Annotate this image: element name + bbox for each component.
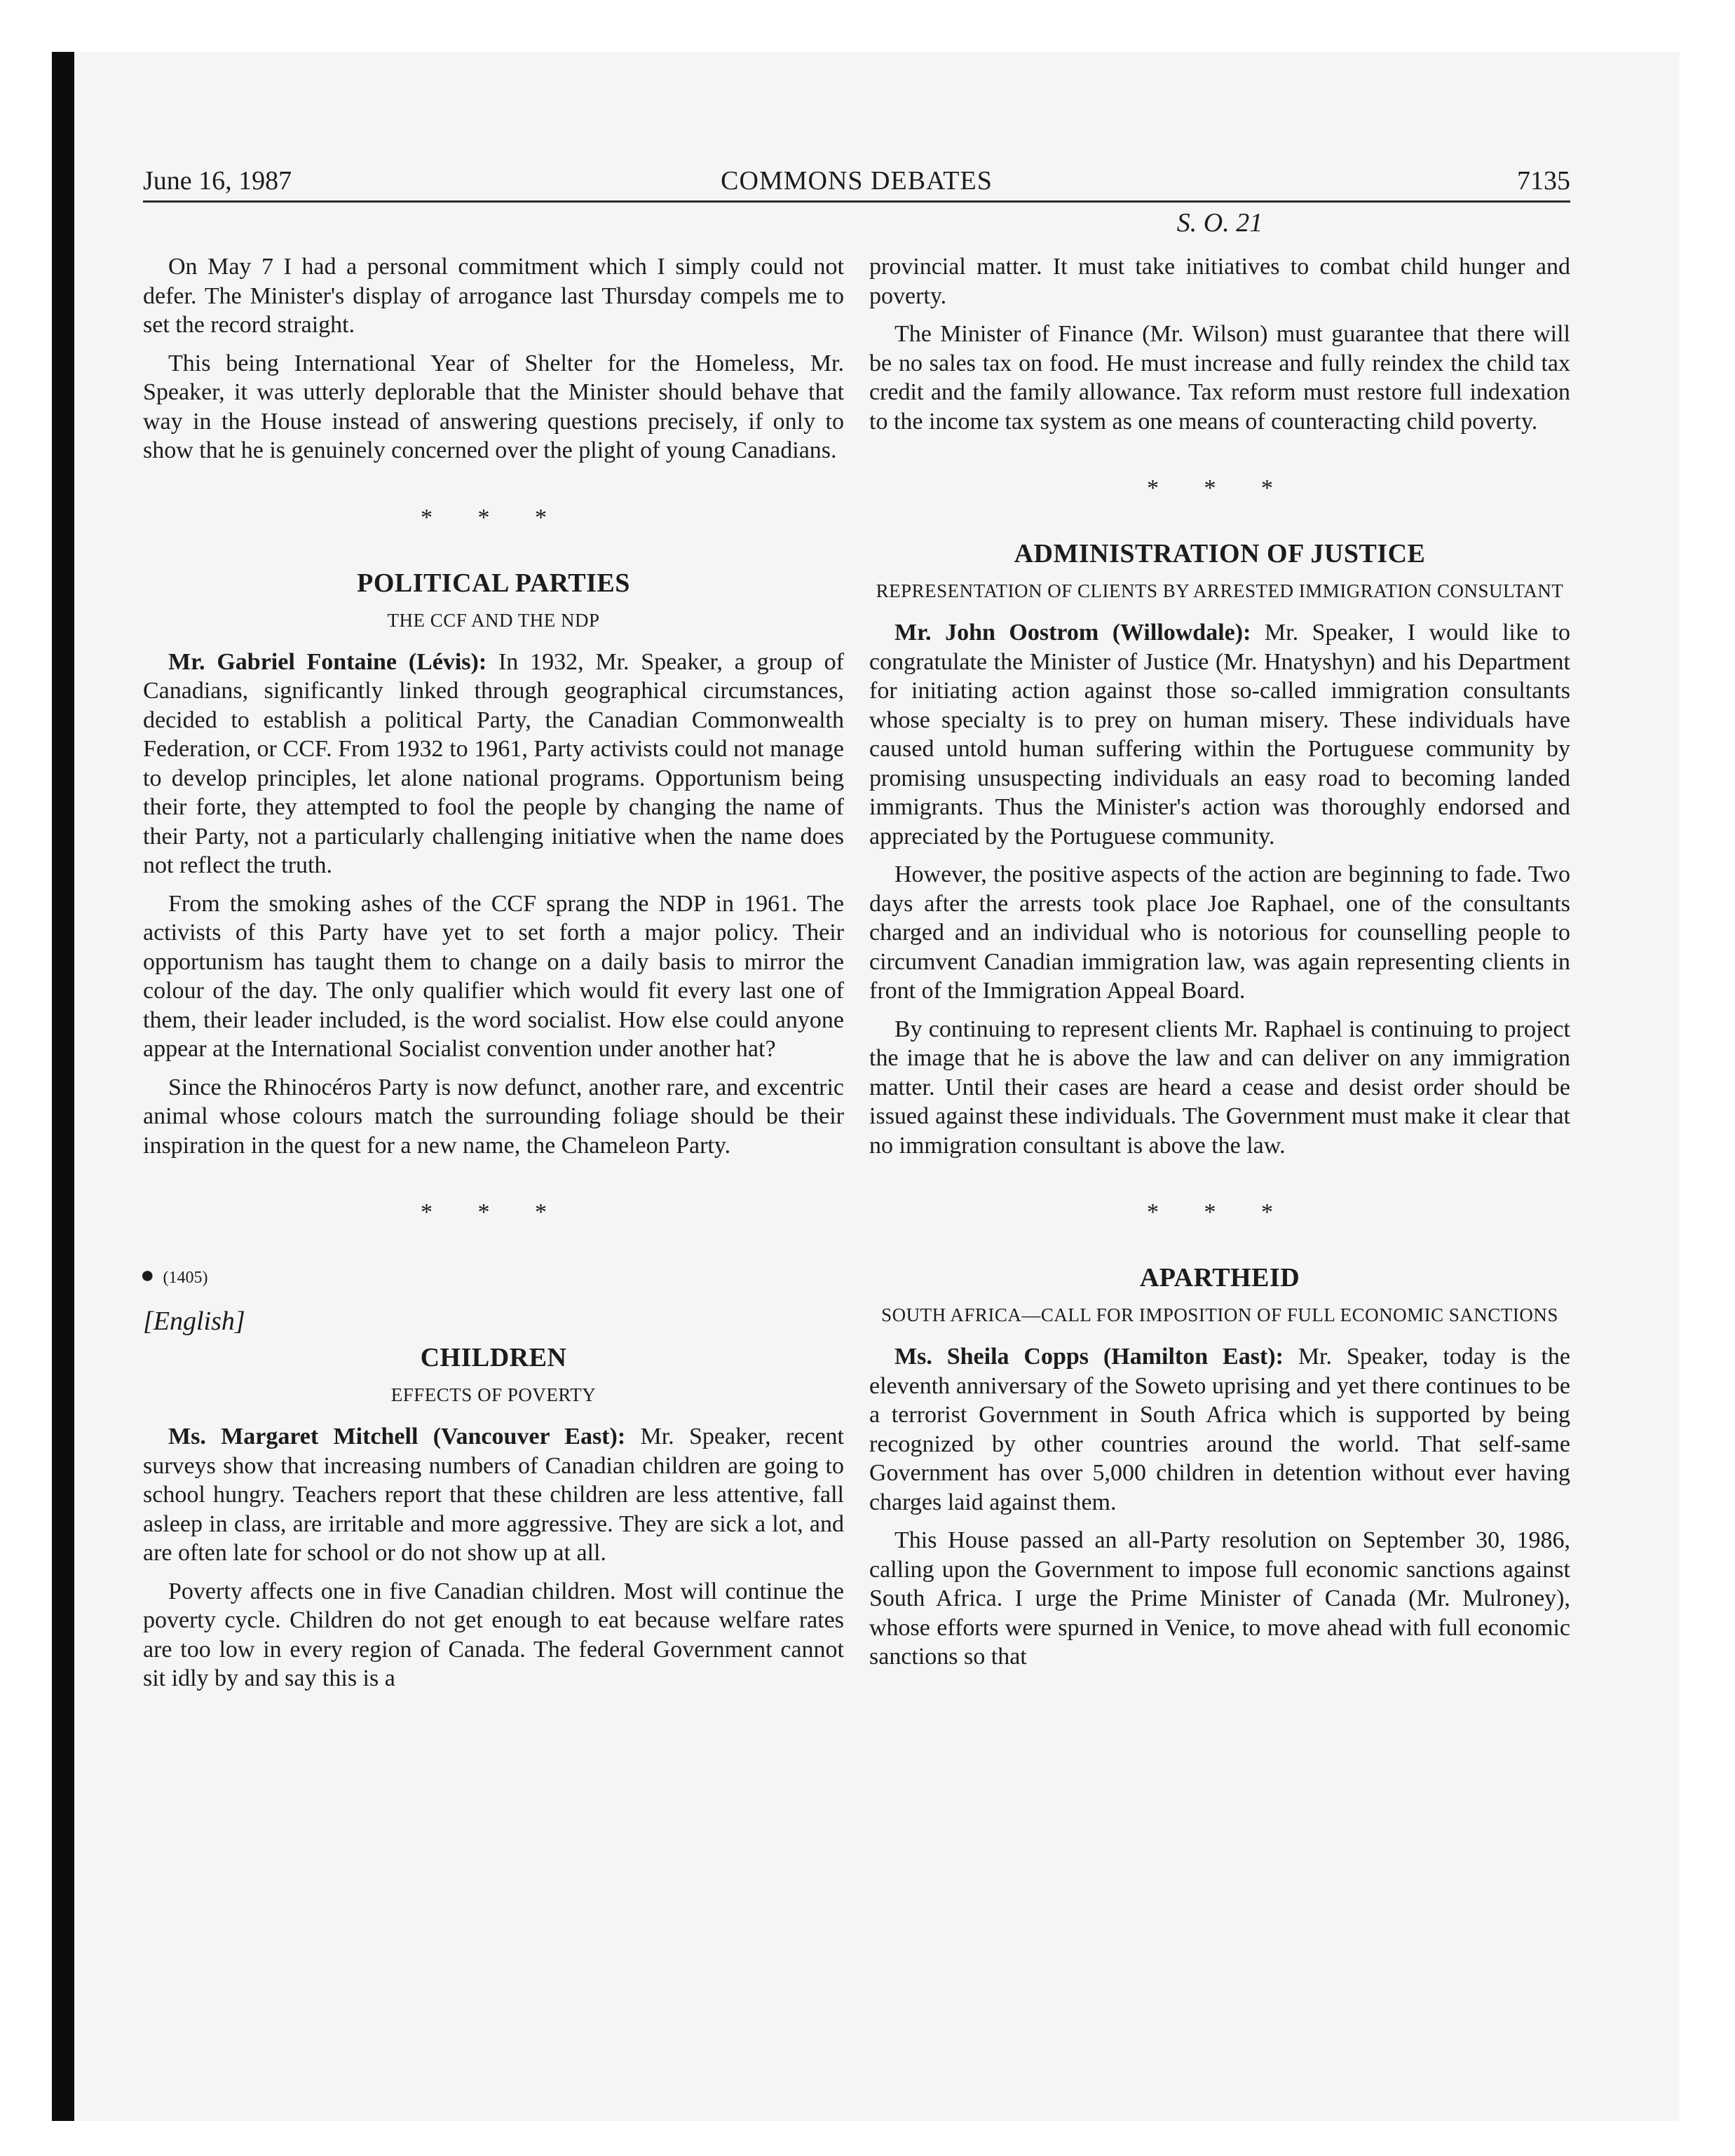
right-column xyxy=(869,252,1570,1672)
paragraph: This being International Year of Shelter for the Homeless, Mr. Speaker, it was utterly deplorable that the Minister should behave that way in the House instead of answering questions precisely, if only to show that he is genuinely concerned over the plight of young Canadians. xyxy=(143,350,844,463)
section-separator: * * * xyxy=(1147,1199,1293,1225)
speech-text: Mr. Speaker, today is the eleventh anniversary of the Soweto uprising and yet there continues to be a terrorist Government in South Africa which is supported by being recognized by other countries around the world. That self-same Government has over 5,000 children in detention without ever having charges laid against them. xyxy=(869,1344,1570,1515)
speech-paragraph xyxy=(143,1422,844,1568)
section-subheading: SOUTH AFRICA—CALL FOR IMPOSITION OF FULL ECONOMIC SANCTIONS xyxy=(881,1304,1558,1325)
section-label: S. O. 21 xyxy=(1176,208,1263,238)
section-heading-political-parties: POLITICAL PARTIES xyxy=(357,568,630,598)
header-date: June 16, 1987 xyxy=(143,166,292,196)
section-heading-administration-of-justice: ADMINISTRATION OF JUSTICE xyxy=(1014,539,1426,568)
section-subheading: EFFECTS OF POVERTY xyxy=(390,1384,597,1405)
speech-text: In 1932, Mr. Speaker, a group of Canadians, significantly linked through geographical circumstances, decided to establish a political Party, the Canadian Commonwealth Federation, or CCF. From 1932 to 1961, Party activists could not manage to develop principles, let alone national programs. Opportunism being their forte, they attempted to fool the people by changing the name of their Party, not a particularly challenging initiative when the name does not reflect the truth. xyxy=(143,648,844,878)
paragraph: On May 7 I had a personal commitment which I simply could not defer. The Minister's display of arrogance last Thursday compels me to set the record straight. xyxy=(143,254,844,338)
paragraph: Poverty affects one in five Canadian children. Most will continue the poverty cycle. Children do not get enough to eat because welfare rates are too low in every region of Canada. The federal Government cannot sit idly by and say this is a xyxy=(143,1578,844,1691)
section-separator: * * * xyxy=(421,1199,566,1225)
paragraph: This House passed an all-Party resolution on September 30, 1986, calling upon the Government to impose full economic sanctions against South Africa. I urge the Prime Minister of Canada (Mr. Mulroney), whose efforts were spurned in Venice, to move ahead with full economic sanctions so that xyxy=(869,1527,1570,1670)
time-marker-text: (1405) xyxy=(163,1269,208,1287)
speech-paragraph xyxy=(869,618,1570,851)
header-page-number: 7135 xyxy=(1517,166,1570,196)
paragraph: From the smoking ashes of the CCF sprang the NDP in 1961. The activists of this Party have yet to set forth a major policy. Their opportunism has taught them to change on a daily basis to mirror the colour of the day. The only qualifier which would fit every last one of them, their leader included, is the word socialist. How else could anyone appear at the International Socialist convention under another hat? xyxy=(143,890,844,1062)
paragraph: provincial matter. It must take initiatives to combat child hunger and poverty. xyxy=(869,254,1570,309)
speech-paragraph xyxy=(143,648,844,880)
speaker-name: Mr. Gabriel Fontaine (Lévis): xyxy=(168,648,487,675)
page-header xyxy=(143,158,1570,203)
time-marker xyxy=(140,1262,844,1289)
speech-text: Mr. Speaker, I would like to congratulate the Minister of Justice (Mr. Hnatyshyn) and his Department for initiating action against those so-called immigration consultants whose specialty is to prey on human misery. These individuals have caused untold human suffering within the Portuguese community by promising unsuspecting individuals an easy road to becoming landed immigrants. Thus the Minister's action was thoroughly endorsed and appreciated by the Portuguese community. xyxy=(869,620,1571,850)
left-column xyxy=(140,252,844,1693)
section-heading-apartheid: APARTHEID xyxy=(1139,1263,1300,1292)
section-separator: * * * xyxy=(1147,475,1293,501)
section-heading-children: CHILDREN xyxy=(420,1343,567,1372)
paragraph: By continuing to represent clients Mr. Raphael is continuing to project the image that he is above the law and can deliver on any immigration matter. Until their cases are heard a cease and desist order should be issued against these individuals. The Government must make it clear that no immigration consultant is above the law. xyxy=(869,1016,1570,1159)
speech-text: Mr. Speaker, recent surveys show that increasing numbers of Canadian children are going to school hungry. Teachers report that these children are less attentive, fall asleep in class, are irritable and more aggressive. They are sick a lot, and are often late for school or do not show up at all. xyxy=(143,1424,844,1566)
section-subheading: REPRESENTATION OF CLIENTS BY ARRESTED IMMIGRATION CONSULTANT xyxy=(876,580,1564,601)
speaker-name: Ms. Sheila Copps (Hamilton East): xyxy=(894,1344,1284,1370)
speech-paragraph xyxy=(869,1342,1570,1517)
section-separator: * * * xyxy=(421,504,566,531)
language-tag: [English] xyxy=(143,1306,245,1336)
bullet-icon: ● xyxy=(140,1262,155,1288)
header-title: COMMONS DEBATES xyxy=(721,166,993,196)
speaker-name: Ms. Margaret Mitchell (Vancouver East): xyxy=(168,1424,626,1449)
paragraph: The Minister of Finance (Mr. Wilson) must guarantee that there will be no sales tax on food. He must increase and fully reindex the child tax credit and the family allowance. Tax reform must restore full indexation to the income tax system as one means of counteracting child poverty. xyxy=(869,321,1570,435)
paragraph: However, the positive aspects of the action are beginning to fade. Two days after the arrests took place Joe Raphael, one of the consultants charged and an individual who is notorious for counselling people to circumvent Canadian immigration law, was again representing clients in front of the Immigration Appeal Board. xyxy=(869,861,1570,1004)
scan-edge-bar xyxy=(52,52,74,2121)
paragraph: Since the Rhinocéros Party is now defunct, another rare, and excentric animal whose colours match the surrounding foliage should be their inspiration in the quest for a new name, the Chameleon Party. xyxy=(143,1074,844,1159)
section-subheading: THE CCF AND THE NDP xyxy=(387,609,600,631)
speaker-name: Mr. John Oostrom (Willowdale): xyxy=(894,620,1251,646)
